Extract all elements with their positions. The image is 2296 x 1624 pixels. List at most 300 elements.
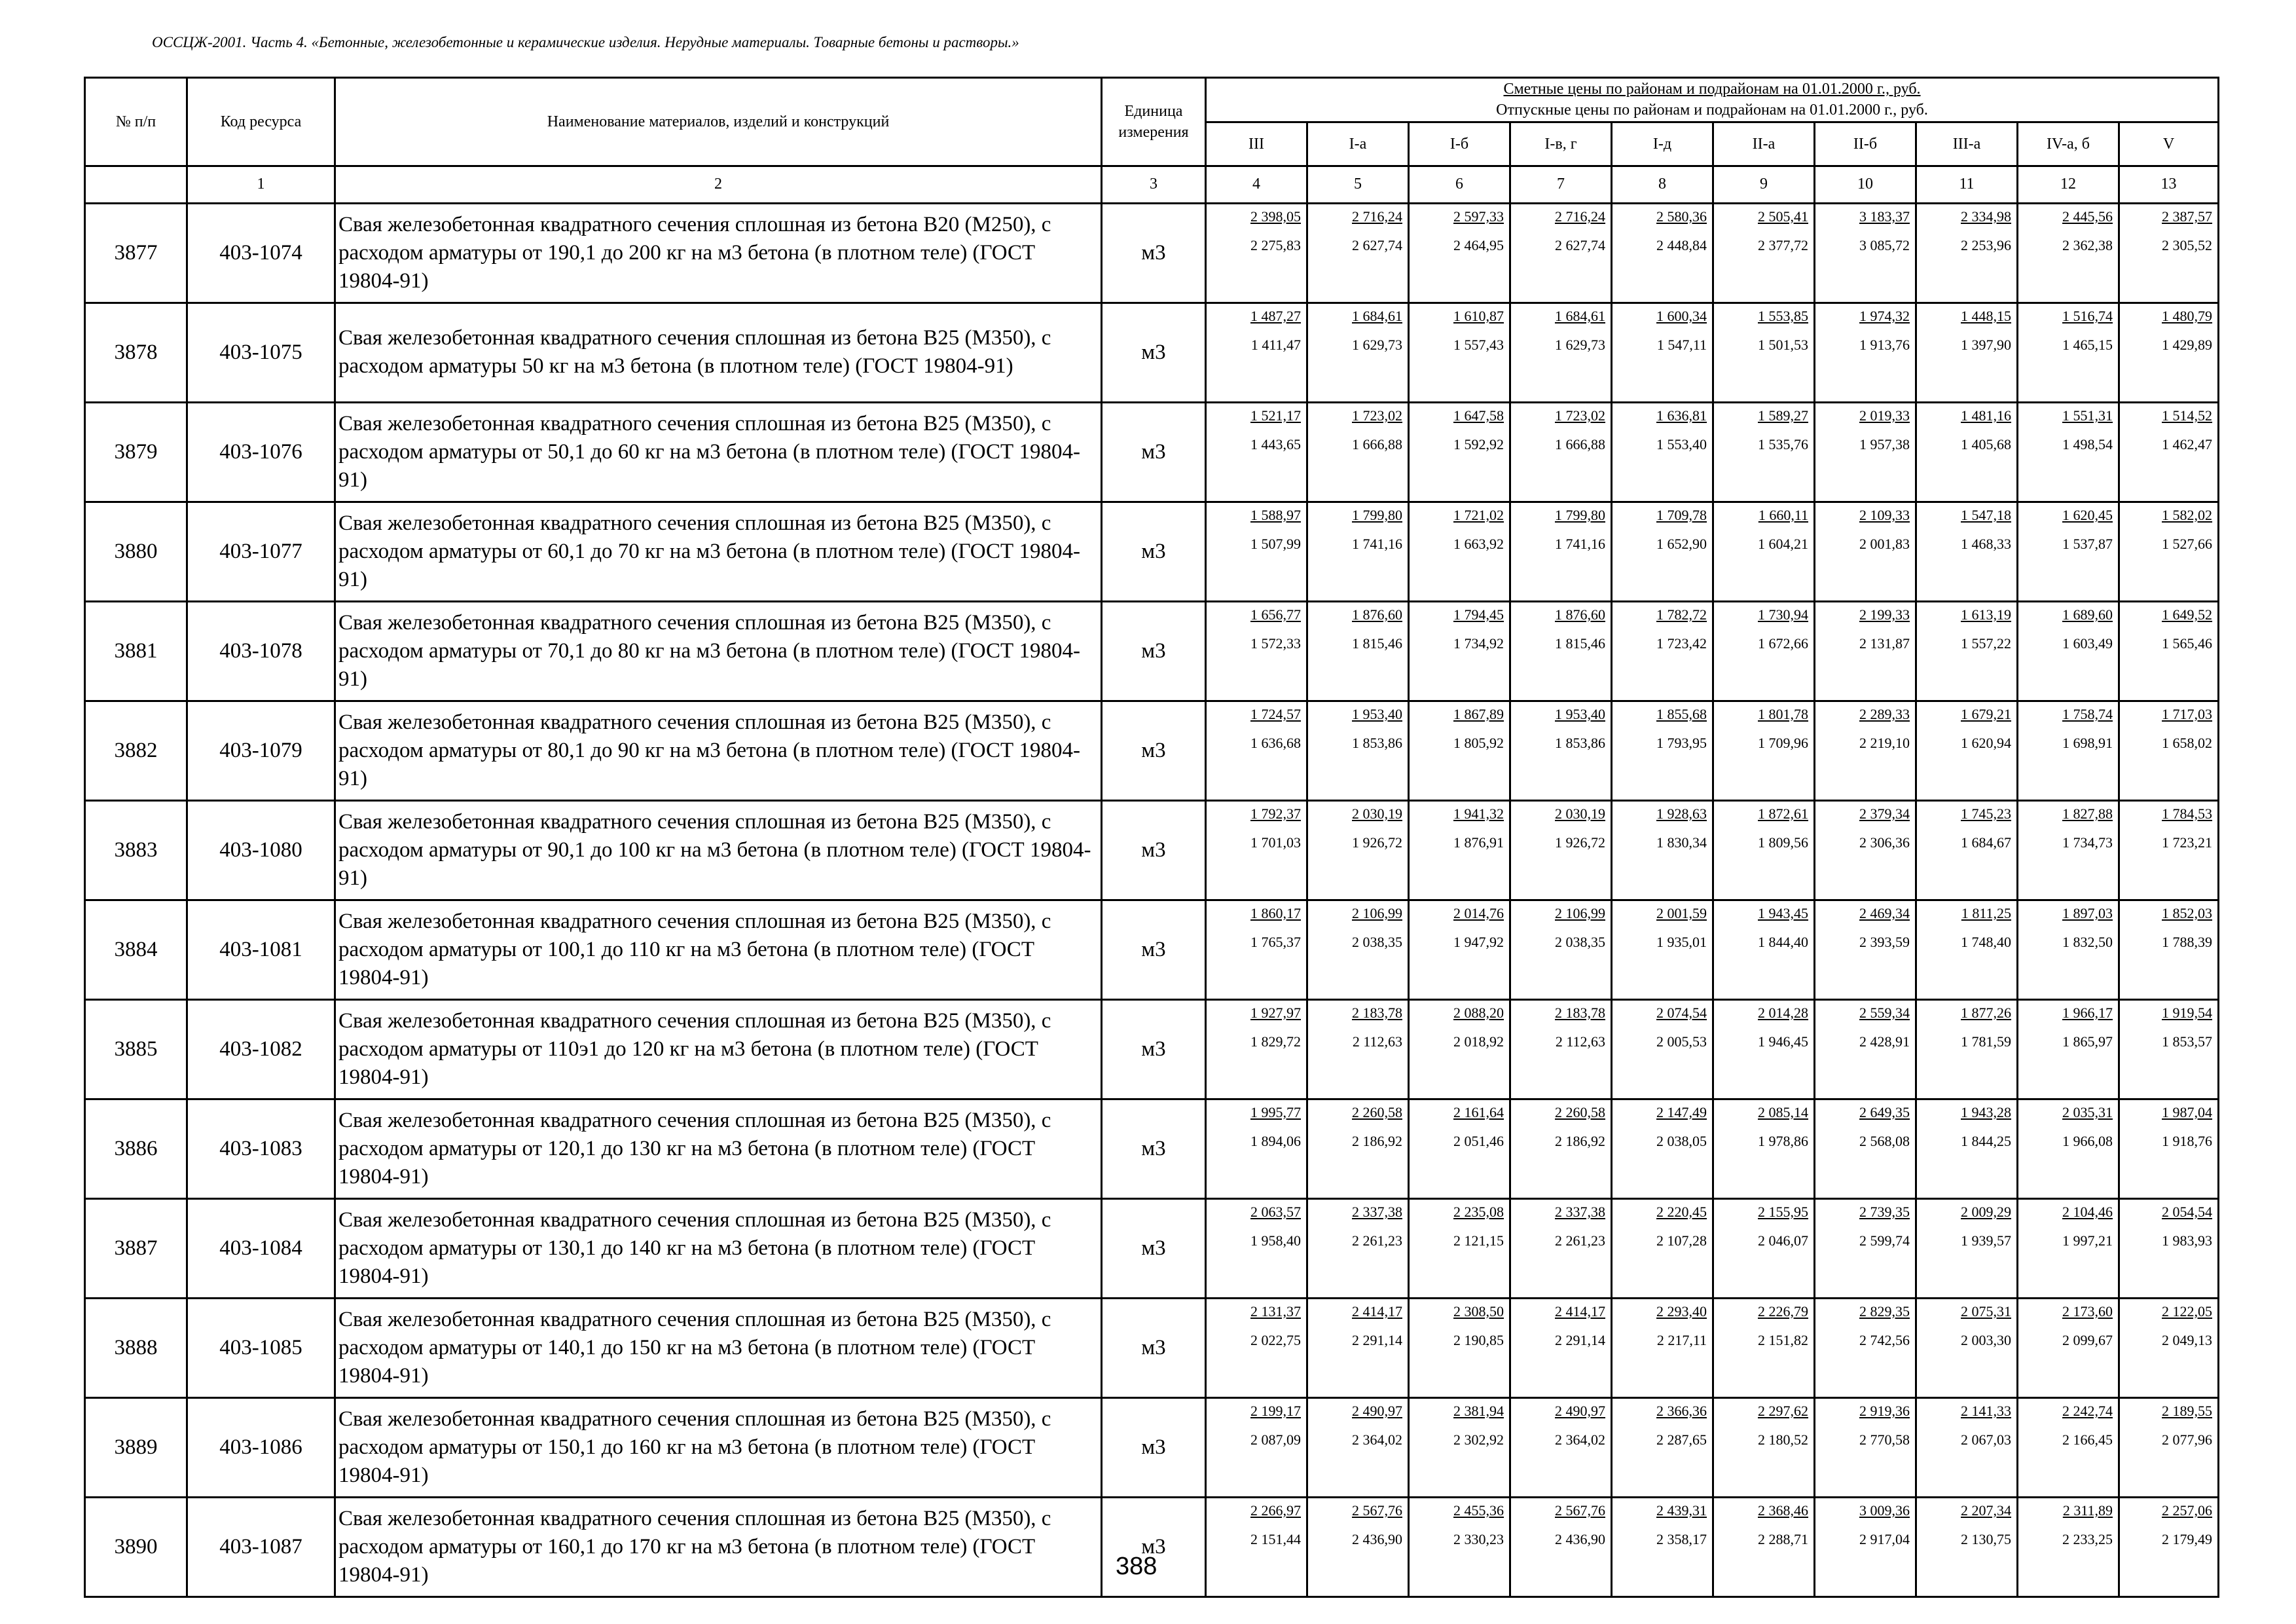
price-cell — [1206, 402, 1307, 502]
price-cell — [2018, 1198, 2119, 1298]
estimated-price: 1 582,02 — [2162, 506, 2213, 523]
release-price: 2 770,58 — [1859, 1431, 1910, 1449]
material-name: Свая железобетонная квадратного сечения сплошная из бетона В25 (М350), с расходом арматуры от 130,1 до 140 кг на м3 бетона (в плотном теле) (ГОСТ 19804-91) — [335, 1198, 1102, 1298]
price-cell — [2119, 203, 2219, 303]
estimated-price: 2 173,60 — [2062, 1302, 2113, 1320]
estimated-price: 2 141,33 — [1961, 1402, 2011, 1419]
estimated-price: 2 469,34 — [1859, 904, 1910, 921]
estimated-price: 1 782,72 — [1656, 606, 1707, 623]
estimated-price: 2 155,95 — [1758, 1203, 1808, 1220]
price-cell — [2018, 1099, 2119, 1198]
price-cell — [1307, 1198, 1409, 1298]
region-header: I-а — [1307, 122, 1409, 166]
estimated-price: 1 953,40 — [1555, 705, 1605, 722]
release-price: 2 190,85 — [1453, 1332, 1504, 1349]
release-price: 2 627,74 — [1352, 237, 1402, 254]
price-cell — [1815, 502, 1916, 601]
release-price: 2 393,59 — [1859, 934, 1910, 951]
estimated-price: 1 784,53 — [2162, 805, 2213, 822]
release-price: 1 411,47 — [1250, 337, 1301, 354]
release-price: 2 377,72 — [1758, 237, 1808, 254]
region-header: III-а — [1916, 122, 2018, 166]
price-cell — [1713, 900, 1815, 999]
release-price: 1 684,67 — [1961, 834, 2011, 851]
release-price: 2 330,23 — [1453, 1531, 1504, 1548]
price-cell — [1713, 303, 1815, 402]
estimated-price: 1 730,94 — [1758, 606, 1808, 623]
price-cell — [1510, 1497, 1612, 1596]
estimated-price: 1 613,19 — [1961, 606, 2011, 623]
estimated-price: 2 063,57 — [1250, 1203, 1301, 1220]
release-price: 1 957,38 — [1859, 436, 1910, 453]
estimated-price: 1 723,02 — [1555, 407, 1605, 424]
table-row — [85, 1198, 2219, 1298]
price-cell — [1713, 402, 1815, 502]
release-price: 2 001,83 — [1859, 536, 1910, 553]
release-price: 1 966,08 — [2062, 1133, 2113, 1150]
estimated-price: 2 183,78 — [1352, 1004, 1402, 1021]
price-cell — [1916, 701, 2018, 800]
price-cell — [1510, 1099, 1612, 1198]
unit-of-measure: м3 — [1102, 502, 1206, 601]
price-cell — [1206, 701, 1307, 800]
price-cell — [1307, 1099, 1409, 1198]
price-cell — [1206, 203, 1307, 303]
release-price: 1 844,25 — [1961, 1133, 2011, 1150]
price-cell — [1510, 601, 1612, 701]
estimated-price: 2 183,78 — [1555, 1004, 1605, 1021]
estimated-price: 1 480,79 — [2162, 307, 2213, 324]
release-price: 1 793,95 — [1656, 735, 1707, 752]
price-cell — [1307, 402, 1409, 502]
resource-code: 403-1078 — [187, 601, 335, 701]
release-price: 2 428,91 — [1859, 1033, 1910, 1050]
price-cell — [1713, 1298, 1815, 1397]
release-price: 1 663,92 — [1453, 536, 1504, 553]
price-cell — [1206, 1397, 1307, 1497]
estimated-price: 2 311,89 — [2062, 1502, 2113, 1519]
estimated-price: 2 366,36 — [1656, 1402, 1707, 1419]
price-cell — [1409, 1397, 1510, 1497]
price-cell — [2119, 303, 2219, 402]
table-row — [85, 502, 2219, 601]
resource-code: 403-1074 — [187, 203, 335, 303]
price-cell — [1409, 303, 1510, 402]
estimated-price: 2 074,54 — [1656, 1004, 1707, 1021]
estimated-price: 1 953,40 — [1352, 705, 1402, 722]
table-row — [85, 1497, 2219, 1596]
price-cell — [2018, 303, 2119, 402]
release-price: 2 261,23 — [1352, 1232, 1402, 1249]
price-cell — [2119, 601, 2219, 701]
row-number: 3886 — [85, 1099, 187, 1198]
row-number: 3887 — [85, 1198, 187, 1298]
release-price: 1 788,39 — [2162, 934, 2213, 951]
estimated-price: 1 679,21 — [1961, 705, 2011, 722]
row-number: 3889 — [85, 1397, 187, 1497]
price-cell — [1307, 303, 1409, 402]
release-price: 1 894,06 — [1250, 1133, 1301, 1150]
estimated-price: 2 559,34 — [1859, 1004, 1910, 1021]
price-cell — [1713, 203, 1815, 303]
price-cell — [2018, 601, 2119, 701]
estimated-price: 1 684,61 — [1555, 307, 1605, 324]
release-price: 1 537,87 — [2062, 536, 2113, 553]
row-number: 3882 — [85, 701, 187, 800]
estimated-price: 1 723,02 — [1352, 407, 1402, 424]
price-cell — [1916, 1397, 2018, 1497]
table-body — [85, 203, 2219, 1596]
release-price: 1 741,16 — [1555, 536, 1605, 553]
release-price: 2 131,87 — [1859, 635, 1910, 652]
estimated-price: 1 717,03 — [2162, 705, 2213, 722]
release-price: 2 568,08 — [1859, 1133, 1910, 1150]
unit-of-measure: м3 — [1102, 999, 1206, 1099]
release-price: 2 077,96 — [2162, 1431, 2213, 1449]
resource-code: 403-1075 — [187, 303, 335, 402]
material-name: Свая железобетонная квадратного сечения сплошная из бетона В25 (М350), с расходом арматуры 50 кг на м3 бетона (в плотном теле) (ГОСТ 19804-91) — [335, 303, 1102, 402]
release-price: 1 865,97 — [2062, 1033, 2113, 1050]
estimated-price: 2 739,35 — [1859, 1203, 1910, 1220]
price-cell — [1713, 800, 1815, 900]
release-price: 2 099,67 — [2062, 1332, 2113, 1349]
price-cell — [1612, 701, 1713, 800]
price-cell — [1713, 601, 1815, 701]
estimated-price: 2 054,54 — [2162, 1203, 2213, 1220]
material-name: Свая железобетонная квадратного сечения сплошная из бетона В25 (М350), с расходом арматуры от 100,1 до 110 кг на м3 бетона (в плотном теле) (ГОСТ 19804-91) — [335, 900, 1102, 999]
estimated-price: 2 088,20 — [1453, 1004, 1504, 1021]
price-cell — [1916, 1497, 2018, 1596]
estimated-price: 2 293,40 — [1656, 1302, 1707, 1320]
release-price: 2 051,46 — [1453, 1133, 1504, 1150]
release-price: 1 557,22 — [1961, 635, 2011, 652]
release-price: 2 046,07 — [1758, 1232, 1808, 1249]
price-cell — [1815, 1298, 1916, 1397]
estimated-price: 2 381,94 — [1453, 1402, 1504, 1419]
estimated-price: 2 919,36 — [1859, 1402, 1910, 1419]
release-price: 1 672,66 — [1758, 635, 1808, 652]
estimated-price: 2 122,05 — [2162, 1302, 2213, 1320]
material-name: Свая железобетонная квадратного сечения сплошная из бетона В25 (М350), с расходом арматуры от 110э1 до 120 кг на м3 бетона (в плотном теле) (ГОСТ 19804-91) — [335, 999, 1102, 1099]
estimated-price: 1 855,68 — [1656, 705, 1707, 722]
estimated-price: 2 308,50 — [1453, 1302, 1504, 1320]
release-price: 1 636,68 — [1250, 735, 1301, 752]
estimated-price: 1 551,31 — [2062, 407, 2113, 424]
price-cell — [2119, 1298, 2219, 1397]
estimated-price: 2 716,24 — [1555, 208, 1605, 225]
header-prices-release: Отпускные цены по районам и подрайонам на 01.01.2000 г., руб. — [1496, 101, 1928, 119]
price-cell — [1409, 999, 1510, 1099]
price-cell — [1206, 900, 1307, 999]
material-name: Свая железобетонная квадратного сечения сплошная из бетона В25 (М350), с расходом арматуры от 90,1 до 100 кг на м3 бетона (в плотном теле) (ГОСТ 19804-91) — [335, 800, 1102, 900]
estimated-price: 1 897,03 — [2062, 904, 2113, 921]
price-cell — [1206, 1198, 1307, 1298]
price-cell — [1713, 999, 1815, 1099]
release-price: 2 067,03 — [1961, 1431, 2011, 1449]
estimated-price: 2 019,33 — [1859, 407, 1910, 424]
price-cell — [1713, 1397, 1815, 1497]
unit-of-measure: м3 — [1102, 1497, 1206, 1596]
column-number: 8 — [1612, 166, 1713, 203]
price-cell — [1612, 502, 1713, 601]
price-cell — [2119, 1497, 2219, 1596]
unit-of-measure: м3 — [1102, 1397, 1206, 1497]
release-price: 2 087,09 — [1250, 1431, 1301, 1449]
estimated-price: 1 919,54 — [2162, 1004, 2213, 1021]
release-price: 1 926,72 — [1352, 834, 1402, 851]
estimated-price: 2 398,05 — [1250, 208, 1301, 225]
release-price: 1 557,43 — [1453, 337, 1504, 354]
estimated-price: 1 721,02 — [1453, 506, 1504, 523]
estimated-price: 1 758,74 — [2062, 705, 2113, 722]
column-number: 4 — [1206, 166, 1307, 203]
release-price: 2 049,13 — [2162, 1332, 2213, 1349]
release-price: 2 261,23 — [1555, 1232, 1605, 1249]
price-cell — [1510, 203, 1612, 303]
price-cell — [1206, 999, 1307, 1099]
release-price: 2 275,83 — [1250, 237, 1301, 254]
table-row — [85, 1298, 2219, 1397]
resource-code: 403-1080 — [187, 800, 335, 900]
estimated-price: 2 439,31 — [1656, 1502, 1707, 1519]
release-price: 1 698,91 — [2062, 735, 2113, 752]
release-price: 1 734,73 — [2062, 834, 2113, 851]
estimated-price: 2 716,24 — [1352, 208, 1402, 225]
estimated-price: 2 260,58 — [1352, 1103, 1402, 1120]
estimated-price: 2 030,19 — [1352, 805, 1402, 822]
price-cell — [1815, 900, 1916, 999]
resource-code: 403-1084 — [187, 1198, 335, 1298]
release-price: 2 448,84 — [1656, 237, 1707, 254]
price-cell — [1510, 701, 1612, 800]
price-cell — [1612, 999, 1713, 1099]
material-name: Свая железобетонная квадратного сечения сплошная из бетона В25 (М350), с расходом арматуры от 60,1 до 70 кг на м3 бетона (в плотном теле) (ГОСТ 19804-91) — [335, 502, 1102, 601]
estimated-price: 2 030,19 — [1555, 805, 1605, 822]
row-number: 3880 — [85, 502, 187, 601]
resource-code: 403-1082 — [187, 999, 335, 1099]
estimated-price: 1 876,60 — [1555, 606, 1605, 623]
estimated-price: 2 106,99 — [1352, 904, 1402, 921]
price-cell — [1815, 1099, 1916, 1198]
price-cell — [2018, 1497, 2119, 1596]
price-cell — [1510, 999, 1612, 1099]
estimated-price: 2 014,76 — [1453, 904, 1504, 921]
release-price: 1 443,65 — [1250, 436, 1301, 453]
release-price: 1 781,59 — [1961, 1033, 2011, 1050]
release-price: 1 465,15 — [2062, 337, 2113, 354]
estimated-price: 1 877,26 — [1961, 1004, 2011, 1021]
header-unit: Единица измерения — [1102, 78, 1206, 166]
row-number: 3883 — [85, 800, 187, 900]
estimated-price: 2 207,34 — [1961, 1502, 2011, 1519]
estimated-price: 2 414,17 — [1352, 1302, 1402, 1320]
table-row — [85, 203, 2219, 303]
resource-code: 403-1087 — [187, 1497, 335, 1596]
release-price: 1 815,46 — [1352, 635, 1402, 652]
price-cell — [1612, 203, 1713, 303]
estimated-price: 2 829,35 — [1859, 1302, 1910, 1320]
price-cell — [1815, 999, 1916, 1099]
price-cell — [1713, 701, 1815, 800]
release-price: 1 844,40 — [1758, 934, 1808, 951]
release-price: 2 364,02 — [1352, 1431, 1402, 1449]
price-cell — [1916, 203, 2018, 303]
release-price: 2 005,53 — [1656, 1033, 1707, 1050]
estimated-price: 2 189,55 — [2162, 1402, 2213, 1419]
estimated-price: 1 610,87 — [1453, 307, 1504, 324]
column-number-row — [85, 166, 2219, 203]
material-name: Свая железобетонная квадратного сечения сплошная из бетона В20 (М250), с расходом арматуры от 190,1 до 200 кг на м3 бетона (в плотном теле) (ГОСТ 19804-91) — [335, 203, 1102, 303]
release-price: 2 627,74 — [1555, 237, 1605, 254]
price-cell — [2119, 1198, 2219, 1298]
release-price: 1 501,53 — [1758, 337, 1808, 354]
release-price: 2 151,82 — [1758, 1332, 1808, 1349]
release-price: 1 547,11 — [1656, 337, 1707, 354]
header-prices-estimated: Сметные цены по районам и подрайонам на 01.01.2000 г., руб. — [1503, 81, 1921, 98]
document-header: ОССЦЖ-2001. Часть 4. «Бетонные, железобетонные и керамические изделия. Нерудные материалы. Товарные бетоны и растворы.» — [152, 34, 1019, 50]
release-price: 2 112,63 — [1555, 1033, 1605, 1050]
release-price: 2 186,92 — [1352, 1133, 1402, 1150]
price-cell — [1409, 1099, 1510, 1198]
release-price: 2 599,74 — [1859, 1232, 1910, 1249]
unit-of-measure: м3 — [1102, 1298, 1206, 1397]
row-number: 3885 — [85, 999, 187, 1099]
release-price: 1 997,21 — [2062, 1232, 2113, 1249]
release-price: 1 958,40 — [1250, 1232, 1301, 1249]
price-cell — [1612, 1397, 1713, 1497]
estimated-price: 2 490,97 — [1555, 1402, 1605, 1419]
estimated-price: 2 199,17 — [1250, 1402, 1301, 1419]
estimated-price: 1 928,63 — [1656, 805, 1707, 822]
price-cell — [1916, 601, 2018, 701]
release-price: 1 853,86 — [1555, 735, 1605, 752]
release-price: 1 658,02 — [2162, 735, 2213, 752]
release-price: 1 853,86 — [1352, 735, 1402, 752]
price-cell — [1307, 999, 1409, 1099]
estimated-price: 2 368,46 — [1758, 1502, 1808, 1519]
price-cell — [1409, 701, 1510, 800]
estimated-price: 2 014,28 — [1758, 1004, 1808, 1021]
resource-code: 403-1077 — [187, 502, 335, 601]
release-price: 2 362,38 — [2062, 237, 2113, 254]
price-cell — [1713, 1198, 1815, 1298]
unit-of-measure: м3 — [1102, 1099, 1206, 1198]
estimated-price: 2 226,79 — [1758, 1302, 1808, 1320]
price-table — [84, 77, 2219, 1598]
row-number: 3879 — [85, 402, 187, 502]
release-price: 1 805,92 — [1453, 735, 1504, 752]
release-price: 1 935,01 — [1656, 934, 1707, 951]
estimated-price: 1 745,23 — [1961, 805, 2011, 822]
release-price: 2 253,96 — [1961, 237, 2011, 254]
price-cell — [2119, 1397, 2219, 1497]
release-price: 1 939,57 — [1961, 1232, 2011, 1249]
release-price: 1 946,45 — [1758, 1033, 1808, 1050]
region-header: III — [1206, 122, 1307, 166]
column-number: 1 — [187, 166, 335, 203]
price-cell — [1206, 601, 1307, 701]
estimated-price: 2 455,36 — [1453, 1502, 1504, 1519]
estimated-price: 1 487,27 — [1250, 307, 1301, 324]
estimated-price: 2 266,97 — [1250, 1502, 1301, 1519]
estimated-price: 1 867,89 — [1453, 705, 1504, 722]
row-number: 3877 — [85, 203, 187, 303]
release-price: 2 107,28 — [1656, 1232, 1707, 1249]
estimated-price: 2 260,58 — [1555, 1103, 1605, 1120]
material-name: Свая железобетонная квадратного сечения сплошная из бетона В25 (М350), с расходом арматуры от 150,1 до 160 кг на м3 бетона (в плотном теле) (ГОСТ 19804-91) — [335, 1397, 1102, 1497]
price-cell — [1307, 800, 1409, 900]
price-cell — [1815, 1397, 1916, 1497]
price-cell — [1510, 800, 1612, 900]
release-price: 1 535,76 — [1758, 436, 1808, 453]
row-number: 3888 — [85, 1298, 187, 1397]
price-cell — [1307, 203, 1409, 303]
release-price: 2 151,44 — [1250, 1531, 1301, 1548]
release-price: 2 436,90 — [1352, 1531, 1402, 1548]
release-price: 1 913,76 — [1859, 337, 1910, 354]
release-price: 2 306,36 — [1859, 834, 1910, 851]
release-price: 2 018,92 — [1453, 1033, 1504, 1050]
release-price: 1 429,89 — [2162, 337, 2213, 354]
estimated-price: 1 792,37 — [1250, 805, 1301, 822]
release-price: 1 765,37 — [1250, 934, 1301, 951]
estimated-price: 1 649,52 — [2162, 606, 2213, 623]
estimated-price: 1 974,32 — [1859, 307, 1910, 324]
table-row — [85, 303, 2219, 402]
release-price: 1 397,90 — [1961, 337, 2011, 354]
release-price: 1 983,93 — [2162, 1232, 2213, 1249]
resource-code: 403-1079 — [187, 701, 335, 800]
estimated-price: 2 220,45 — [1656, 1203, 1707, 1220]
release-price: 2 288,71 — [1758, 1531, 1808, 1548]
estimated-price: 1 521,17 — [1250, 407, 1301, 424]
release-price: 2 038,05 — [1656, 1133, 1707, 1150]
unit-of-measure: м3 — [1102, 900, 1206, 999]
estimated-price: 1 801,78 — [1758, 705, 1808, 722]
release-price: 2 233,25 — [2062, 1531, 2113, 1548]
release-price: 1 652,90 — [1656, 536, 1707, 553]
column-number: 7 — [1510, 166, 1612, 203]
estimated-price: 3 009,36 — [1859, 1502, 1910, 1519]
region-header: I-в, г — [1510, 122, 1612, 166]
estimated-price: 1 724,57 — [1250, 705, 1301, 722]
column-number: 12 — [2018, 166, 2119, 203]
estimated-price: 2 337,38 — [1555, 1203, 1605, 1220]
column-number: 11 — [1916, 166, 2018, 203]
price-cell — [1815, 203, 1916, 303]
price-cell — [1815, 601, 1916, 701]
price-cell — [1510, 303, 1612, 402]
material-name: Свая железобетонная квадратного сечения сплошная из бетона В25 (М350), с расходом арматуры от 160,1 до 170 кг на м3 бетона (в плотном теле) (ГОСТ 19804-91) — [335, 1497, 1102, 1596]
material-name: Свая железобетонная квадратного сечения сплошная из бетона В25 (М350), с расходом арматуры от 50,1 до 60 кг на м3 бетона (в плотном теле) (ГОСТ 19804-91) — [335, 402, 1102, 502]
price-cell — [1916, 502, 2018, 601]
estimated-price: 1 987,04 — [2162, 1103, 2213, 1120]
release-price: 2 219,10 — [1859, 735, 1910, 752]
column-number — [85, 166, 187, 203]
estimated-price: 2 106,99 — [1555, 904, 1605, 921]
table-row — [85, 1099, 2219, 1198]
release-price: 1 832,50 — [2062, 934, 2113, 951]
price-cell — [1409, 502, 1510, 601]
price-cell — [1409, 203, 1510, 303]
region-header: I-д — [1612, 122, 1713, 166]
row-number: 3878 — [85, 303, 187, 402]
release-price: 1 462,47 — [2162, 436, 2213, 453]
unit-of-measure: м3 — [1102, 402, 1206, 502]
estimated-price: 1 689,60 — [2062, 606, 2113, 623]
release-price: 1 947,92 — [1453, 934, 1504, 951]
release-price: 2 112,63 — [1352, 1033, 1402, 1050]
